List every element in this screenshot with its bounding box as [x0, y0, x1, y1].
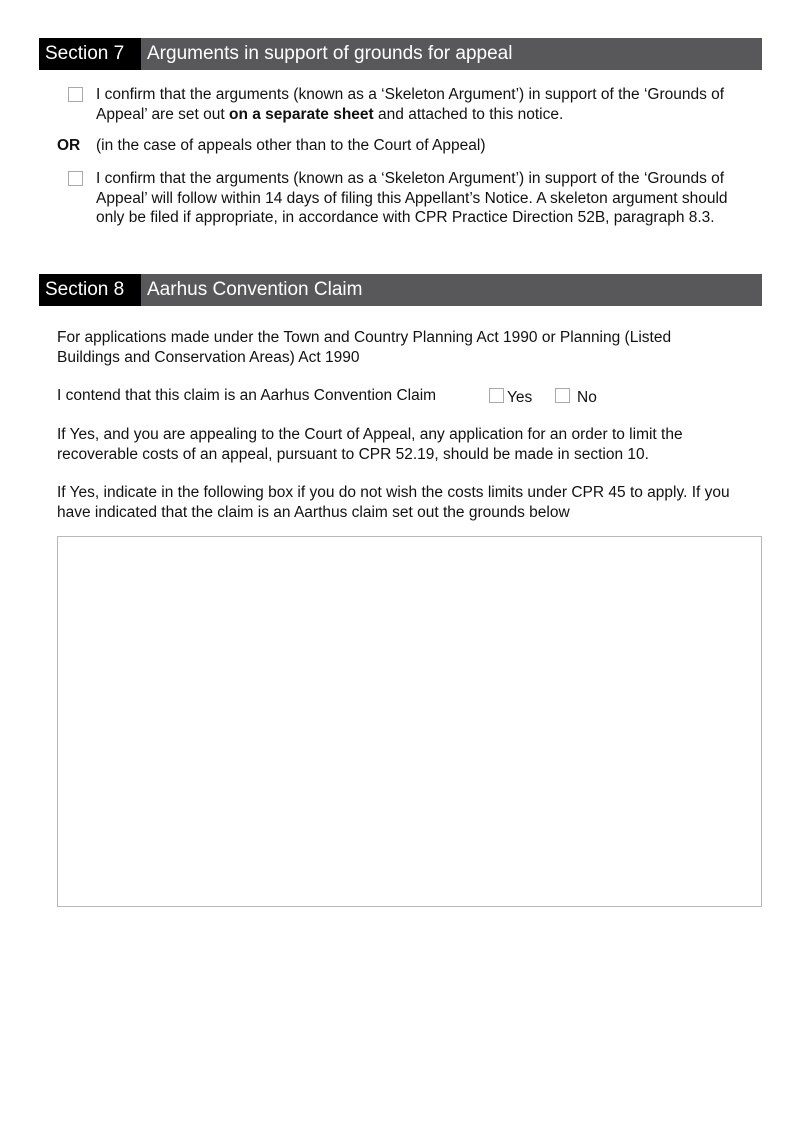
section-8-title: Aarhus Convention Claim [147, 279, 363, 300]
aarhus-yes-checkbox[interactable] [489, 388, 504, 403]
aarhus-no-checkbox[interactable] [555, 388, 570, 403]
costs-order-paragraph: If Yes, and you are appealing to the Court of Appeal, any application for an order to limit the recoverable costs of an appeal, pursuant to CPR 52.19, should be made in section 10. [57, 426, 683, 463]
costs-limits-paragraph: If Yes, indicate in the following box if you do not wish the costs limits under CPR 45 to apply. If you have indicated that the claim is an Aarthus claim set out the grounds below [57, 484, 730, 521]
aarhus-grounds-textbox[interactable] [57, 536, 762, 907]
aarhus-yes-label: Yes [507, 389, 533, 406]
section-7-header [39, 38, 762, 70]
aarhus-no-label: No [577, 389, 597, 406]
section-8-header [39, 274, 762, 306]
separate-sheet-checkbox[interactable] [68, 87, 83, 102]
separate-sheet-text-after: and attached to this notice. [373, 105, 564, 123]
follow-14-days-statement: I confirm that the arguments (known as a ‘Skeleton Argument’) in support of the ‘Grounds of Appeal’ will follow within 14 days of filing this Appellant’s Notice. A skeleton argument should only be filed if appropriate, in accordance with CPR Practice Direction 52B, paragraph 8.3. [96, 170, 728, 226]
or-label: OR [57, 137, 81, 154]
follow-14-days-checkbox[interactable] [68, 171, 83, 186]
separate-sheet-statement [96, 85, 762, 124]
aarhus-contend-label: I contend that this claim is an Aarhus Convention Claim [57, 387, 437, 404]
separate-sheet-text-bold: on a separate sheet [228, 105, 374, 123]
section-7-number: Section 7 [39, 38, 141, 70]
section-7-title: Arguments in support of grounds for appeal [147, 43, 513, 64]
separate-sheet-text-before: I confirm that the arguments (known as a ‘Skeleton Argument’) in support of the ‘Grounds of Appeal’ are set out [96, 86, 725, 123]
or-note: (in the case of appeals other than to the Court of Appeal) [96, 137, 486, 154]
aarhus-intro: For applications made under the Town and Country Planning Act 1990 or Planning (Listed Buildings and Conservation Areas) Act 1990 [57, 329, 672, 366]
section-8-number: Section 8 [39, 274, 141, 306]
